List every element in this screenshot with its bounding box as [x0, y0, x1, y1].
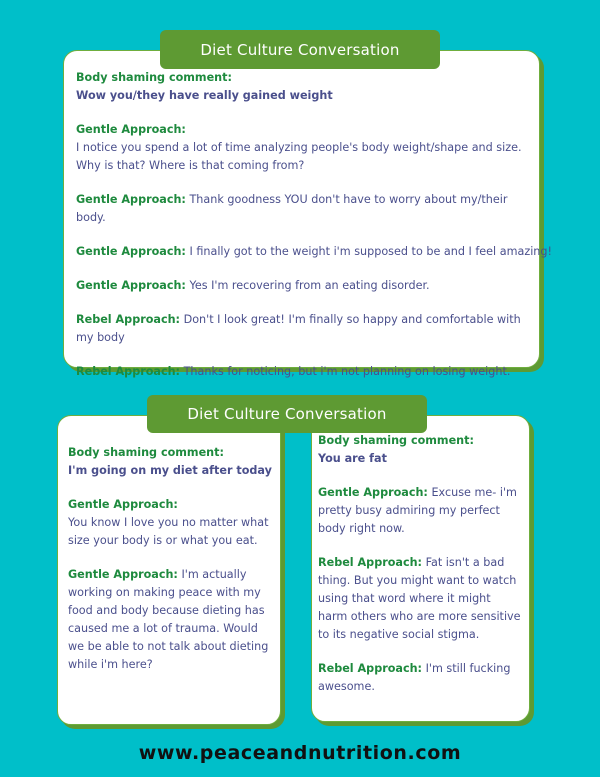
response-item: [68, 566, 274, 674]
response-text: Fat isn't a bad thing. But you might want to watch using that word where it might harm others who are more sensitive to its negative social stigma.: [318, 556, 521, 641]
response-item: [76, 311, 536, 347]
response-label: Rebel Approach:: [318, 556, 423, 569]
comment-label: Body shaming comment:: [76, 71, 232, 84]
response-label: Gentle Approach:: [68, 568, 178, 581]
comment-block: [318, 432, 523, 468]
response-text: I notice you spend a lot of time analyzing people's body weight/shape and size. Why is that? Where is that coming from?: [76, 141, 522, 172]
bottom-section-title: Diet Culture Conversation: [147, 395, 427, 433]
response-text: You know I love you no matter what size your body is or what you eat.: [68, 516, 269, 547]
response-item: [318, 660, 523, 696]
response-item: [76, 277, 539, 295]
comment-text: Wow you/they have really gained weight: [76, 89, 333, 102]
top-conversation-card: [63, 50, 552, 378]
comment-text: You are fat: [318, 452, 387, 465]
response-text: I'm still fucking awesome.: [318, 662, 511, 693]
response-label: Gentle Approach:: [68, 498, 178, 511]
response-label: Gentle Approach:: [76, 123, 186, 136]
response-text: Thanks for noticing, but i'm not planning on losing weight.: [183, 365, 511, 378]
response-label: Gentle Approach:: [76, 279, 186, 292]
bottom-left-conversation-card: [57, 415, 281, 725]
comment-block: [68, 444, 274, 480]
response-text: I'm actually working on making peace with my food and body because dieting has caused me a lot of trauma. Would we be able to not talk about dieting while i'm here?: [68, 568, 269, 671]
response-label: Gentle Approach:: [76, 193, 186, 206]
response-text: I finally got to the weight i'm supposed to be and I feel amazing!: [189, 245, 552, 258]
response-text: Don't I look great! I'm finally so happy and comfortable with my body: [76, 313, 521, 344]
response-label: Rebel Approach:: [76, 365, 181, 378]
response-text: Thank goodness YOU don't have to worry about my/their body.: [76, 193, 508, 224]
comment-text: I'm going on my diet after today: [68, 464, 272, 477]
website-url[interactable]: www.peaceandnutrition.com: [138, 742, 462, 764]
response-item: [318, 484, 523, 538]
response-text: Excuse me- i'm pretty busy admiring my perfect body right now.: [318, 486, 517, 535]
response-item: [68, 496, 274, 550]
comment-label: Body shaming comment:: [68, 446, 224, 459]
top-section-title: Diet Culture Conversation: [160, 30, 440, 69]
response-label: Gentle Approach:: [76, 245, 186, 258]
response-item: [76, 121, 536, 175]
response-item: [76, 191, 539, 227]
response-label: Rebel Approach:: [76, 313, 181, 326]
comment-block: [76, 69, 539, 105]
comment-label: Body shaming comment:: [318, 434, 474, 447]
response-item: [76, 363, 539, 381]
response-label: Gentle Approach:: [318, 486, 428, 499]
response-text: Yes I'm recovering from an eating disorder.: [189, 279, 430, 292]
response-label: Rebel Approach:: [318, 662, 423, 675]
response-item: [76, 243, 552, 261]
bottom-right-conversation-card: [311, 415, 530, 722]
response-item: [318, 554, 523, 644]
